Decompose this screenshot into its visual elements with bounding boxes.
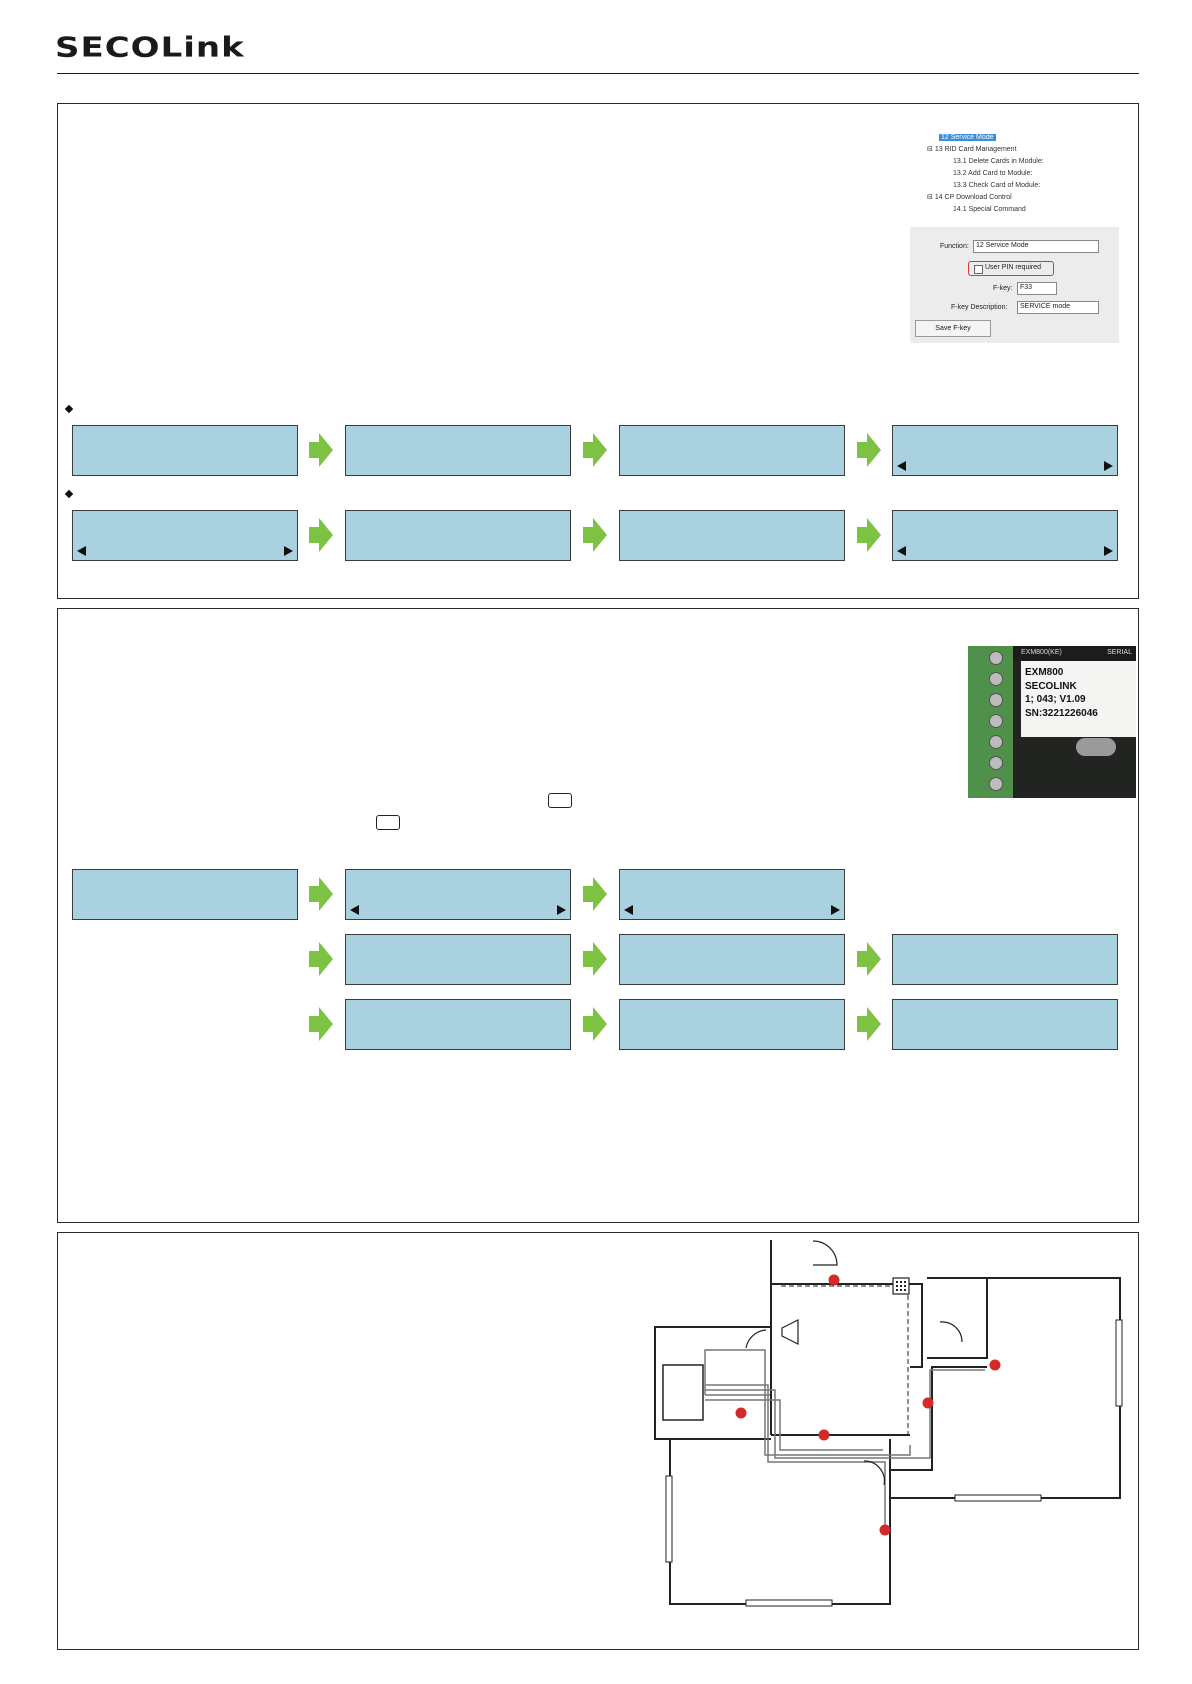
sensor-dot [829,1275,840,1286]
fkey-label: F-key: [993,285,1013,292]
checkbox-box[interactable] [974,265,983,274]
left-arrow-icon [350,905,359,915]
tree-item[interactable]: 13.1 Delete Cards in Module: [953,158,1044,165]
lcd-display [892,510,1118,561]
floor-plan-diagram [650,1240,1130,1620]
right-arrow-icon [831,905,840,915]
screw-icon [989,651,1003,665]
door-swing [940,1322,962,1342]
window [955,1495,1041,1501]
module-top-strip: EXM800(KE) SERIAL [1013,646,1136,661]
green-arrow-icon [857,433,881,467]
fkey-field[interactable]: F33 [1017,282,1057,295]
green-arrow-icon [309,877,333,911]
sensor-dot [923,1398,934,1409]
screw-icon [989,756,1003,770]
green-arrow-icon [309,518,333,552]
green-arrow-icon [583,518,607,552]
lcd-display [892,934,1118,985]
sensor-dot [736,1408,747,1419]
tree-item[interactable]: ⊟ 14 CP Download Control [927,194,1012,201]
screw-icon [989,777,1003,791]
sensor-dot [819,1430,830,1441]
sensor-dot [880,1525,891,1536]
lcd-display [345,425,571,476]
right-arrow-icon [1104,461,1113,471]
green-arrow-icon [857,1007,881,1041]
lcd-display [345,869,571,920]
green-arrow-icon [583,1007,607,1041]
tree-item[interactable]: 14.1 Special Command [953,206,1026,213]
siren-icon [782,1320,798,1344]
tree-item[interactable]: 13.2 Add Card to Module: [953,170,1033,177]
save-fkey-button[interactable]: Save F-key [915,320,991,337]
lcd-display [72,425,298,476]
screw-icon [989,693,1003,707]
module-label: EXM800 SECOLINK 1; 043; V1.09 SN:3221226046 [1021,661,1136,737]
lcd-display [619,425,845,476]
header-rule [57,73,1139,74]
screw-icon [989,672,1003,686]
lcd-display [892,999,1118,1050]
menu-tree [925,130,1105,220]
left-arrow-icon [624,905,633,915]
exm800-module-photo [968,646,1136,798]
green-arrow-icon [309,942,333,976]
right-arrow-icon [284,546,293,556]
lcd-display [345,999,571,1050]
lcd-display [345,510,571,561]
crystal [1076,738,1116,756]
function-label: Function: [940,243,969,250]
left-arrow-icon [897,461,906,471]
left-arrow-icon [77,546,86,556]
key-icon [376,815,400,830]
tree-item[interactable]: ⊟ 13 RID Card Management [927,146,1017,153]
right-arrow-icon [1104,546,1113,556]
window [666,1476,672,1562]
function-field[interactable]: 12 Service Mode [973,240,1099,253]
lcd-display [72,510,298,561]
lcd-display [619,510,845,561]
lcd-display [619,869,845,920]
secolink-logo: SECOLink [55,31,245,64]
green-arrow-icon [309,433,333,467]
left-arrow-icon [897,546,906,556]
screw-icon [989,714,1003,728]
green-arrow-icon [857,518,881,552]
door-swing [746,1330,766,1348]
sensor-dot [990,1360,1001,1371]
screw-icon [989,735,1003,749]
door-swing [813,1241,837,1265]
user-pin-checkbox[interactable]: User PIN required [968,261,1054,276]
key-icon [548,793,572,808]
green-arrow-icon [583,433,607,467]
control-panel-box [663,1365,703,1420]
green-arrow-icon [583,942,607,976]
fkey-dialog [910,227,1119,343]
tree-item[interactable]: 12 Service Mode [941,134,994,141]
lcd-display [72,869,298,920]
window [1116,1320,1122,1406]
window [746,1600,832,1606]
lcd-display [619,934,845,985]
fkey-description-field[interactable]: SERVICE mode [1017,301,1099,314]
fkey-description-label: F-key Description: [951,304,1008,311]
door-swing [864,1461,884,1485]
lcd-display [345,934,571,985]
lcd-display [892,425,1118,476]
green-arrow-icon [583,877,607,911]
lcd-display [619,999,845,1050]
green-arrow-icon [857,942,881,976]
green-arrow-icon [309,1007,333,1041]
right-arrow-icon [557,905,566,915]
tree-item[interactable]: 13.3 Check Card of Module: [953,182,1041,189]
